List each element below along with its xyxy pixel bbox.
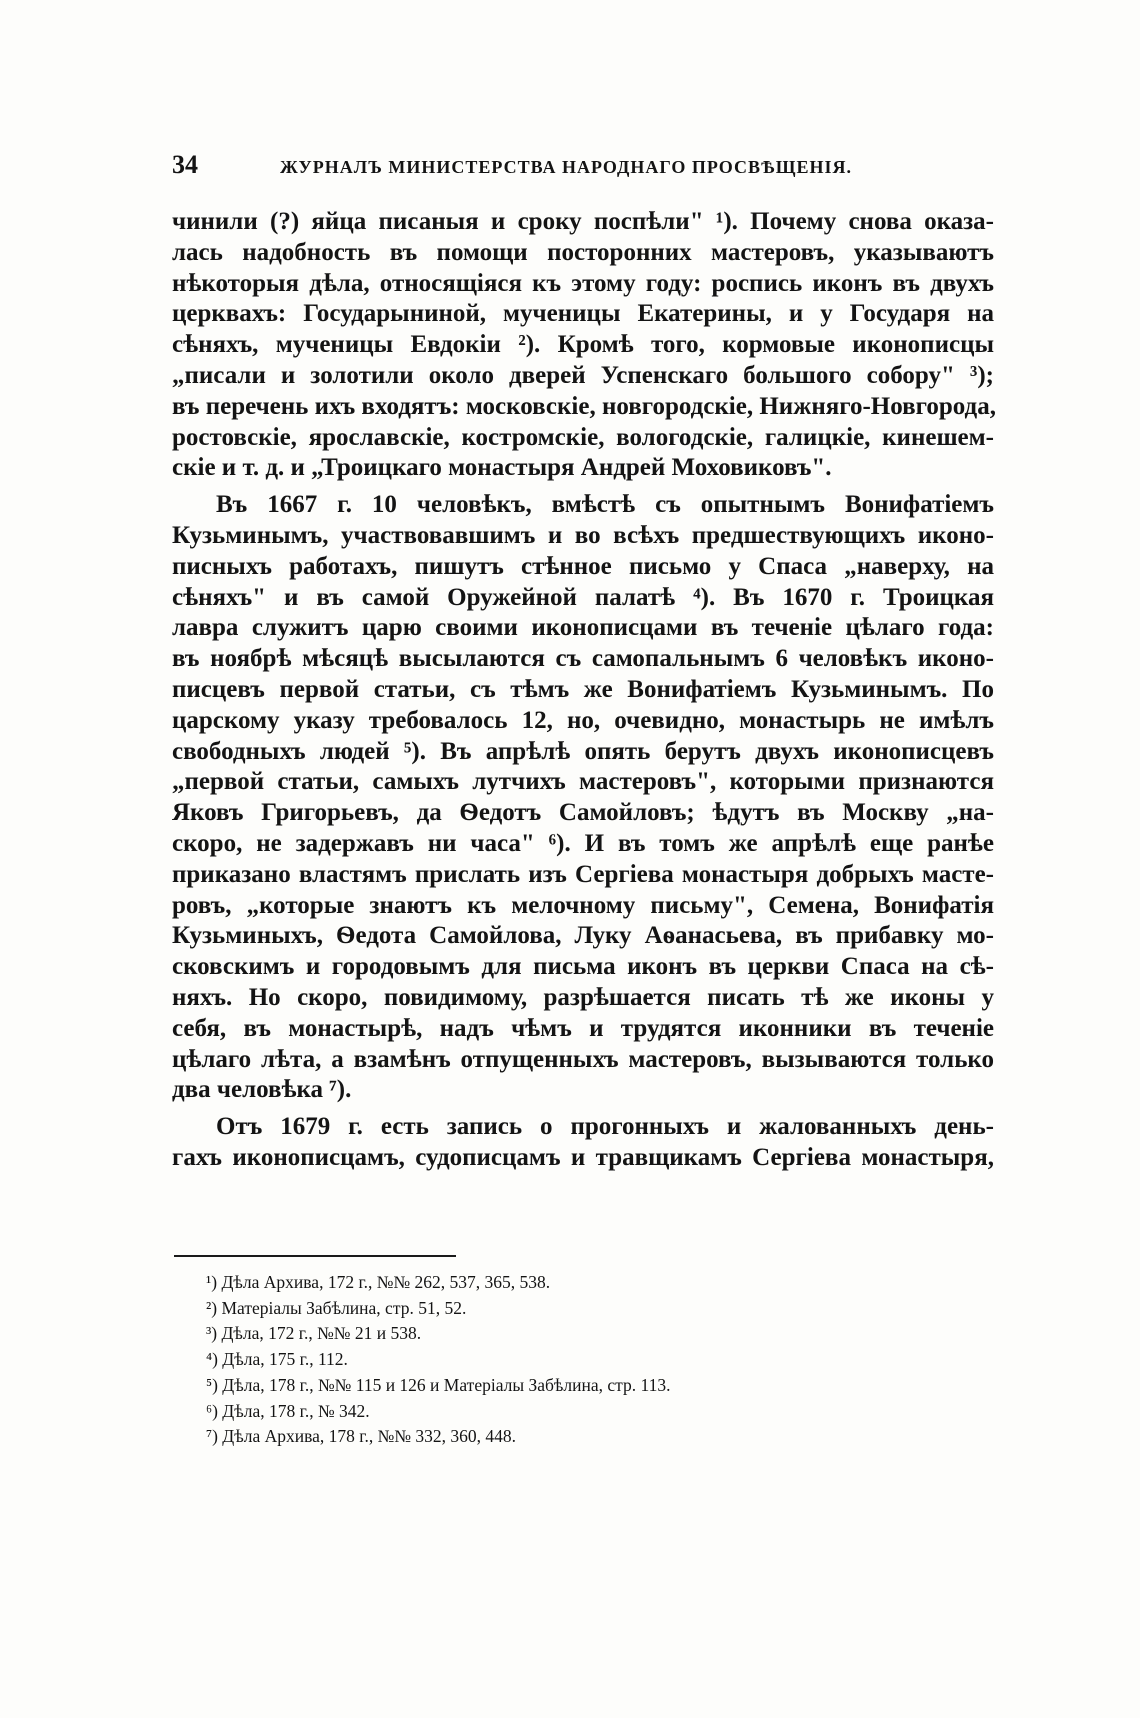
page-number: 34 xyxy=(172,150,198,179)
text-line: ровъ, „которые знаютъ къ мелочному письму", Семена, Вонифатія xyxy=(172,891,994,919)
text-line: чинили (?) яйца писаныя и сроку поспѣли" ¹). Почему снова оказа- xyxy=(172,208,994,235)
text-line: приказано властямъ прислать изъ Сергіева монастыря добрыхъ масте- xyxy=(172,860,994,888)
text-line: писныхъ работахъ, пишутъ стѣнное письмо у Спаса „наверху, на xyxy=(172,552,994,580)
text-line: себя, въ монастырѣ, надъ чѣмъ и трудятся иконники въ теченіе xyxy=(172,1014,994,1042)
footnote: ⁷) Дѣла Архива, 178 г., №№ 332, 360, 448. xyxy=(206,1426,517,1447)
text-line: цѣлаго лѣта, а взамѣнъ отпущенныхъ мастеровъ, вызываются только xyxy=(172,1045,994,1073)
footnote: ⁴) Дѣла, 175 г., 112. xyxy=(206,1349,348,1370)
paragraph-3 xyxy=(172,1112,994,1174)
text-line: царскому указу требовалось 12, но, очевидно, монастырь не имѣлъ xyxy=(172,706,994,734)
text-line: Кузьминыхъ, Ѳедота Самойлова, Луку Аѳанасьева, въ прибавку мо- xyxy=(172,922,994,950)
footnote: ¹) Дѣла Архива, 172 г., №№ 262, 537, 365, 538. xyxy=(206,1272,551,1292)
text-line: Отъ 1679 г. есть запись о прогонныхъ и жалованныхъ день- xyxy=(216,1113,994,1141)
text-line: ростовскіе, ярославскіе, костромскіе, вологодскіе, галицкіе, кинешем- xyxy=(172,423,994,451)
footnote: ⁵) Дѣла, 178 г., №№ 115 и 126 и Матеріалы Забѣлина, стр. 113. xyxy=(206,1374,671,1395)
footnote: ³) Дѣла, 172 г., №№ 21 и 538. xyxy=(206,1323,422,1344)
text-line: нѣкоторыя дѣла, относящіяся къ этому году: роспись иконъ въ двухъ xyxy=(172,269,994,297)
text-line: скоро, не задержавъ ни часа" ⁶). И въ томъ же апрѣлѣ еще ранѣе xyxy=(172,829,994,857)
footnote: ⁶) Дѣла, 178 г., № 342. xyxy=(206,1400,370,1421)
text-line: „первой статьи, самыхъ лутчихъ мастеровъ", которыми признаются xyxy=(172,768,994,796)
footnotes xyxy=(206,1270,966,1450)
paragraph-2 xyxy=(172,490,994,1106)
text-line: писцевъ первой статьи, съ тѣмъ же Вонифатіемъ Кузьминымъ. По xyxy=(172,675,994,703)
running-title: ЖУРНАЛЪ МИНИСТЕРСТВА НАРОДНАГО ПРОСВѢЩЕНІЯ. xyxy=(280,157,853,177)
text-line: лась надобность въ помощи посторонних мастеровъ, указываютъ xyxy=(172,238,994,266)
text-line: „писали и золотили около дверей Успенскаго большого собору" ³); xyxy=(172,361,994,389)
text-line: въ ноябрѣ мѣсяцѣ высылаются съ самопальнымъ 6 человѣкъ иконо- xyxy=(172,645,994,673)
text-line: сѣняхъ" и въ самой Оружейной палатѣ ⁴). Въ 1670 г. Троицкая xyxy=(172,583,994,611)
page-header xyxy=(172,150,866,186)
paragraph-1 xyxy=(172,207,994,484)
text-line: скіе и т. д. и „Троицкаго монастыря Андрей Моховиковъ". xyxy=(172,454,832,482)
text-line: Въ 1667 г. 10 человѣкъ, вмѣстѣ съ опытнымъ Вонифатіемъ xyxy=(216,491,994,519)
text-line: гахъ иконописцамъ, судописцамъ и травщикамъ Сергіева монастыря, xyxy=(172,1143,994,1171)
text-line: въ перечень ихъ входятъ: московскіе, новгородскіе, Нижняго-Новгорода, xyxy=(172,392,996,420)
footnote-divider xyxy=(174,1255,456,1257)
text-line: свободныхъ людей ⁵). Въ апрѣлѣ опять берутъ двухъ иконописцевъ xyxy=(172,737,994,765)
text-line: няхъ. Но скоро, повидимому, разрѣшается писать тѣ же иконы у xyxy=(172,983,994,1011)
body-text xyxy=(172,207,994,1174)
footnote: ²) Матеріалы Забѣлина, стр. 51, 52. xyxy=(206,1297,467,1318)
text-line: два человѣка ⁷). xyxy=(172,1076,352,1104)
text-line: сѣняхъ, мученицы Евдокіи ²). Кромѣ того, кормовые иконописцы xyxy=(172,331,994,359)
text-line: лавра служитъ царю своими иконописцами въ теченіе цѣлаго года: xyxy=(172,614,994,642)
text-line: церквахъ: Государыниной, мученицы Екатерины, и у Государя на xyxy=(172,300,994,328)
text-line: сковскимъ и городовымъ для письма иконъ въ церкви Спаса на сѣ- xyxy=(172,953,994,981)
text-line: Яковъ Григорьевъ, да Ѳедотъ Самойловъ; ѣдутъ въ Москву „на- xyxy=(172,799,994,827)
text-line: Кузьминымъ, участвовавшимъ и во всѣхъ предшествующихъ иконо- xyxy=(172,521,994,549)
